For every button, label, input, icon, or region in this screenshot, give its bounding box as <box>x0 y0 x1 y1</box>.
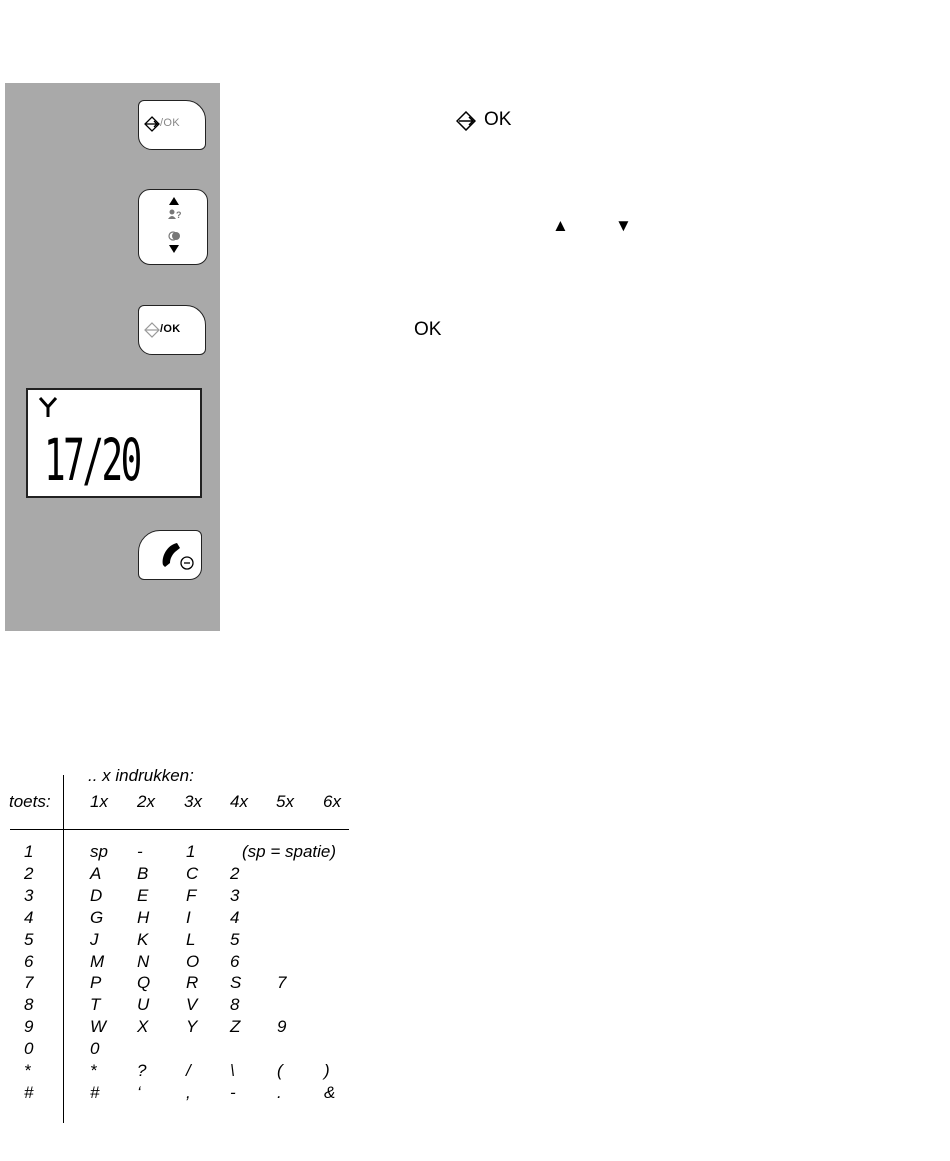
table-cell: K <box>137 929 149 949</box>
table-row-key: 3 <box>24 885 34 905</box>
table-header-presses: .. x indrukken: <box>88 766 194 785</box>
table-note: (sp = spatie) <box>242 842 337 861</box>
table-row-key: * <box>24 1061 31 1080</box>
table-cell: . <box>277 1082 282 1102</box>
device-illustration-panel <box>5 83 220 631</box>
phone-handset-icon <box>159 539 197 573</box>
table-row-key: 1 <box>24 842 34 861</box>
table-cell: D <box>90 885 103 905</box>
table-row-key: 0 <box>24 1039 34 1059</box>
table-cell: ? <box>137 1061 147 1080</box>
table-cell: 1 <box>186 842 196 861</box>
table-cell: M <box>90 951 105 971</box>
table-cell: P <box>90 973 102 993</box>
down-arrow-icon <box>169 245 179 253</box>
navigation-key[interactable] <box>138 189 208 265</box>
table-cell: J <box>90 929 99 949</box>
table-cell: U <box>137 995 150 1015</box>
table-cell: - <box>137 842 143 861</box>
up-arrow-icon <box>169 197 179 205</box>
table-header-key: toets: <box>9 792 51 811</box>
table-cell: O <box>186 951 200 971</box>
menu-ok-key-top[interactable] <box>138 100 206 150</box>
table-cell: Y <box>186 1017 198 1037</box>
table-cell: T <box>90 995 101 1015</box>
table-cell: H <box>137 907 150 927</box>
end-call-key[interactable] <box>138 530 202 580</box>
table-row-key: # <box>24 1082 34 1102</box>
press-col-header: 4x <box>230 792 248 811</box>
table-cell: 9 <box>277 1017 287 1037</box>
table-cell: \ <box>230 1061 235 1080</box>
table-cell: 6 <box>230 951 240 971</box>
press-col-header: 2x <box>137 792 155 811</box>
table-cell: V <box>186 995 198 1015</box>
table-row-key: 4 <box>24 907 34 927</box>
menu-ok-key-label: /OK <box>160 117 180 129</box>
table-cell: E <box>137 885 149 905</box>
table-cell: * <box>90 1061 97 1080</box>
table-cell: ‘ <box>137 1082 141 1102</box>
menu-diamond-icon <box>144 322 160 338</box>
table-cell: X <box>137 1017 149 1037</box>
table-cell: 0 <box>90 1039 100 1059</box>
step1-ok-text: OK <box>484 109 512 130</box>
table-cell: B <box>137 863 149 883</box>
antenna-icon <box>38 396 58 418</box>
table-cell: A <box>90 863 102 883</box>
table-cell: L <box>186 929 196 949</box>
table-cell: 2 <box>230 863 240 883</box>
table-row-key: 7 <box>24 973 34 993</box>
press-col-header: 1x <box>90 792 108 811</box>
table-cell: - <box>230 1082 236 1102</box>
table-cell: / <box>186 1061 191 1080</box>
up-arrow-icon: ▲ <box>552 216 569 235</box>
table-cell: & <box>324 1082 336 1102</box>
table-divider-horizontal <box>10 829 349 830</box>
table-cell: N <box>137 951 150 971</box>
display-counter: 17/20 <box>44 426 140 494</box>
handset-display <box>26 388 202 498</box>
table-cell: W <box>90 1017 107 1037</box>
table-cell: I <box>186 907 191 927</box>
contacts-icon <box>170 210 175 215</box>
nav-key-icons <box>165 196 183 258</box>
table-row-key: 5 <box>24 929 34 949</box>
table-cell: F <box>186 885 197 905</box>
menu-ok-key-label: /OK <box>160 323 181 335</box>
character-table <box>0 760 360 1130</box>
menu-diamond-icon <box>456 111 476 131</box>
svg-text:?: ? <box>176 210 182 220</box>
menu-diamond-icon <box>144 116 160 132</box>
table-cell: C <box>186 863 199 883</box>
table-cell: 4 <box>230 907 240 927</box>
table-cell: # <box>90 1082 100 1102</box>
table-cell: 7 <box>277 973 287 993</box>
table-row-key: 6 <box>24 951 34 971</box>
table-cell: Q <box>137 973 151 993</box>
table-cell: 5 <box>230 929 240 949</box>
table-cell: ) <box>324 1061 330 1080</box>
table-cell: R <box>186 973 199 993</box>
table-row-key: 9 <box>24 1017 34 1037</box>
table-row-key: 8 <box>24 995 34 1015</box>
down-arrow-icon: ▼ <box>615 216 632 235</box>
press-col-header: 3x <box>184 792 202 811</box>
table-row-key: 2 <box>24 863 34 883</box>
table-cell: S <box>230 973 242 993</box>
step3-ok-text: OK <box>414 319 442 340</box>
table-cell: , <box>186 1082 191 1102</box>
table-cell: G <box>90 907 104 927</box>
table-cell: sp <box>90 842 108 861</box>
table-cell: Z <box>230 1017 241 1037</box>
table-cell: ( <box>277 1061 283 1080</box>
press-col-header: 5x <box>276 792 294 811</box>
press-col-header: 6x <box>323 792 341 811</box>
table-cell: 3 <box>230 885 240 905</box>
menu-ok-key-bottom[interactable] <box>138 305 206 355</box>
table-divider-vertical <box>63 775 64 1123</box>
table-cell: 8 <box>230 995 240 1015</box>
